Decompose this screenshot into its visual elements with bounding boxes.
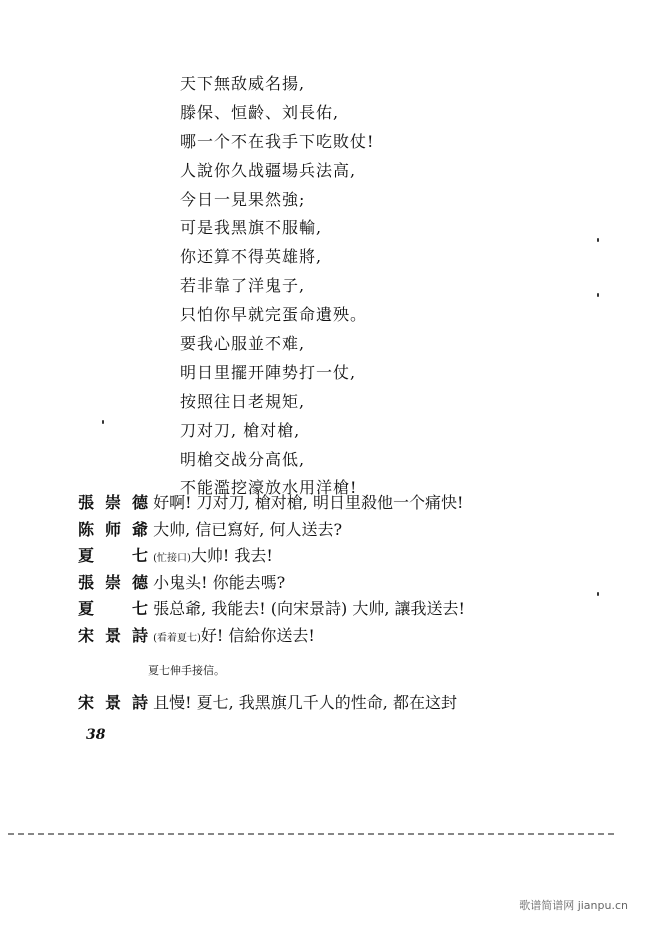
verse-line: 人說你久战疆場兵法高,: [180, 160, 357, 180]
dialogue-row: [78, 490, 465, 517]
speaker-name: 夏七: [78, 546, 148, 565]
verse-line: 要我心服並不难,: [180, 334, 306, 354]
speech-text: 好啊! 刀对刀, 槍对槍, 明日里殺他一个痛快!: [153, 493, 464, 512]
dialogue-row: [78, 517, 465, 544]
dialogue-row: [78, 596, 465, 623]
verse-line: 今日一見果然強;: [180, 189, 306, 209]
scan-speck: [597, 293, 599, 297]
speech-text: [153, 543, 273, 573]
speech-text: [153, 623, 315, 653]
scan-speck: [597, 238, 599, 242]
scan-speck: [102, 420, 104, 424]
speech-text: 張总爺, 我能去! (向宋景詩) 大帅, 讓我送去!: [153, 599, 465, 618]
verse-line: 可是我黑旗不服輸,: [180, 218, 323, 238]
verse-line: 不能濫挖濠放水用洋槍!: [180, 478, 358, 498]
speaker-name: 宋景詩: [78, 693, 148, 712]
page-number: 38: [86, 727, 106, 743]
speaker-name: 夏七: [78, 599, 148, 618]
speaker-name: 張崇德: [78, 572, 148, 592]
speech-text: 大帅, 信已寫好, 何人送去?: [153, 519, 343, 539]
verse-line: 按照往日老規矩,: [180, 391, 306, 411]
dialogue-block: [78, 490, 465, 649]
stage-direction-inline: (看着夏七): [153, 632, 201, 644]
site-watermark: 歌谱简谱网 jianpu.cn: [519, 899, 628, 912]
speech-text: 小鬼头! 你能去嗎?: [153, 572, 286, 592]
dialogue-row: [78, 623, 465, 650]
verse-line: 若非靠了洋鬼子,: [180, 276, 306, 296]
verse-line: 滕保、恒齡、刘長佑,: [180, 102, 340, 122]
dialogue-row: [78, 570, 465, 597]
scan-speck: [597, 592, 599, 596]
speaker-name: 張崇德: [78, 493, 148, 512]
verse-line: 只怕你早就完蛋命遺殃。: [180, 305, 368, 325]
bottom-rule: [8, 833, 614, 835]
verse-line: 明日里擺开陣势打一仗,: [180, 362, 357, 382]
speech-content: 好! 信給你送去!: [200, 625, 315, 645]
speaker-name: 宋景詩: [78, 625, 148, 645]
verse-line: 天下無敌威名揚,: [180, 74, 306, 93]
verse-line: 明槍交战分高低,: [180, 449, 306, 469]
speech-content: 大帅! 我去!: [190, 546, 273, 565]
speaker-name: 陈师爺: [78, 519, 148, 539]
verse-line: 刀对刀, 槍对槍,: [180, 420, 301, 440]
verse-line: 哪一个不在我手下吃敗仗!: [180, 131, 375, 151]
stage-direction: 夏七伸手接信。: [148, 664, 225, 677]
verse-block: [180, 70, 374, 503]
dialogue-row: [78, 543, 465, 570]
stage-direction-inline: (忙接口): [153, 553, 191, 564]
verse-line: 你还算不得英雄將,: [180, 247, 323, 267]
speech-text: 且慢! 夏七, 我黑旗几千人的性命, 都在这封: [153, 693, 457, 712]
dialogue-row-continued: [78, 690, 457, 713]
